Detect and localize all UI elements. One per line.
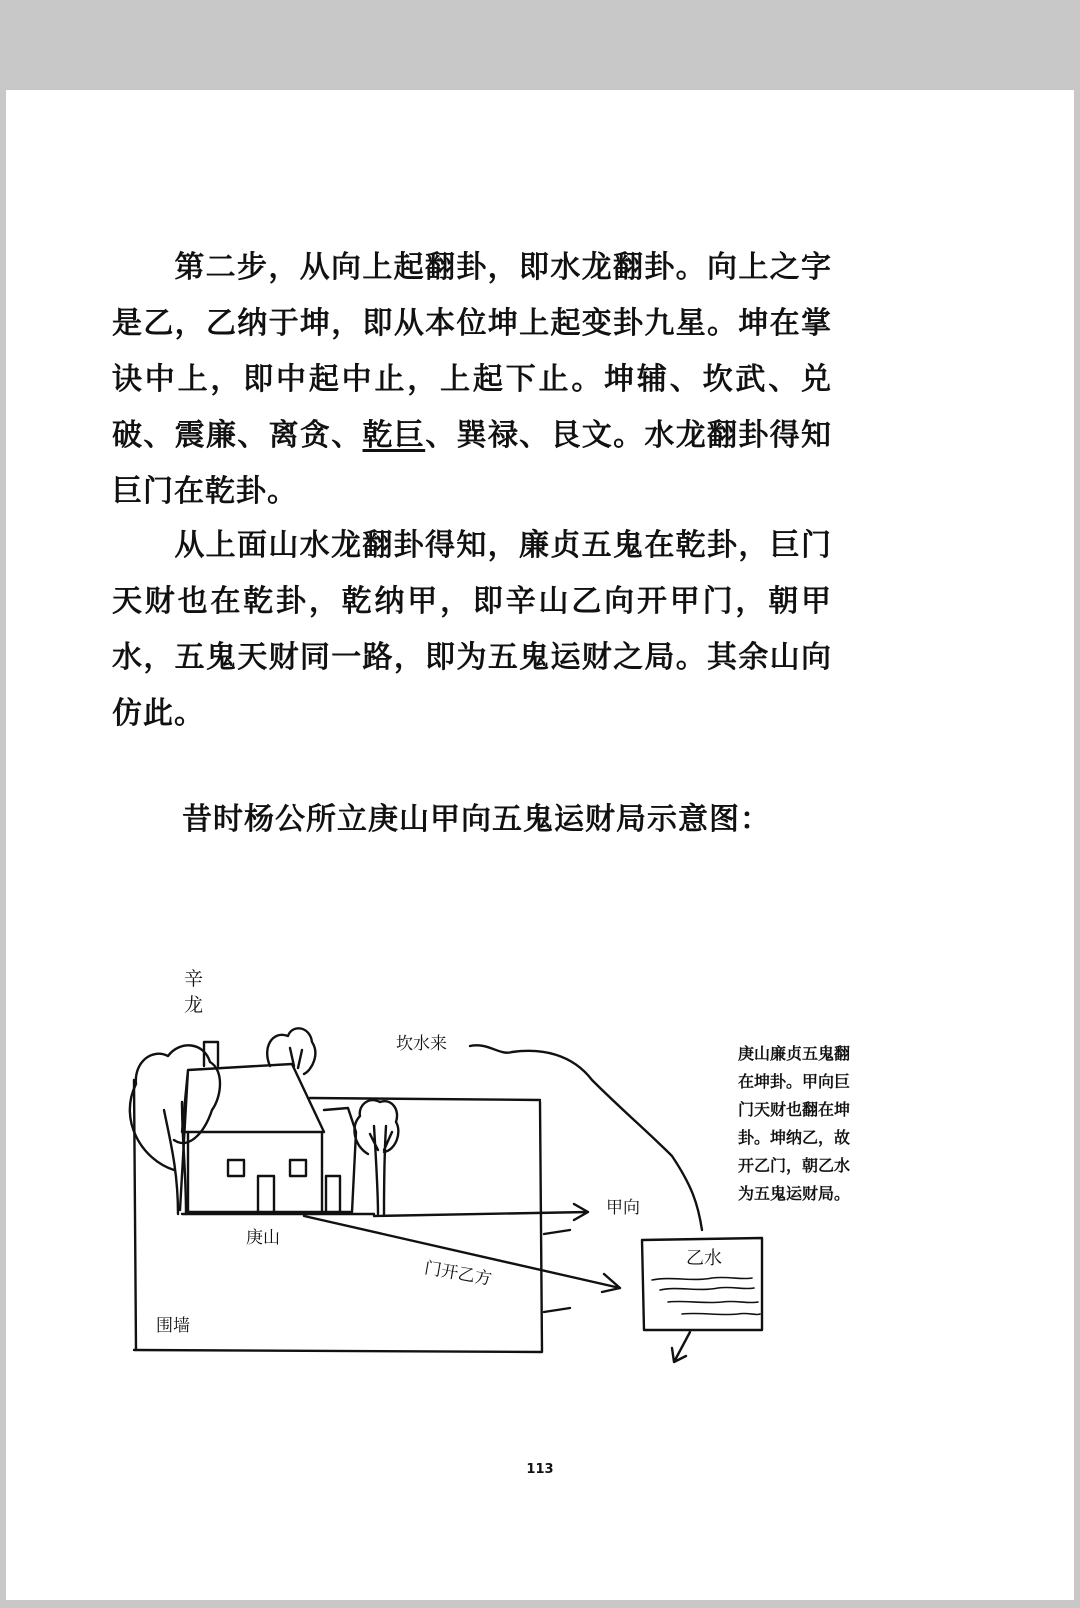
label-xin-long: 辛龙 bbox=[184, 968, 204, 1016]
paragraph-step-two bbox=[112, 240, 832, 520]
arrow-jia-direction bbox=[374, 1204, 588, 1220]
paragraph-conclusion-text: 从上面山水龙翻卦得知，廉贞五鬼在乾卦，巨门天财也在乾卦，乾纳甲，即辛山乙向开甲门，朝甲水，五鬼天财同一路，即为五鬼运财之局。其余山向仿此。 bbox=[112, 528, 832, 731]
figure-title: 昔时杨公所立庚山甲向五鬼运财局示意图： bbox=[182, 802, 771, 837]
house-door bbox=[258, 1176, 274, 1212]
feng-shui-diagram bbox=[112, 870, 872, 1390]
label-yi-water: 乙水 bbox=[686, 1248, 722, 1269]
wall-tick-1 bbox=[544, 1230, 570, 1234]
boundary-wall bbox=[134, 1080, 542, 1352]
paragraph-step-two-text: 第二步，从向上起翻卦，即水龙翻卦。向上之字是乙，乙纳于坤，即从本位坤上起变卦九星。坤在掌诀中上，即中起中止，上起下止。坤辅、坎武、兑破、震廉、离贪、 bbox=[112, 250, 832, 453]
document-page bbox=[6, 90, 1074, 1600]
underlined-phrase: 乾巨 bbox=[362, 418, 426, 453]
label-kan-water-comes: 坎水来 bbox=[396, 1034, 447, 1054]
label-jia-direction: 甲向 bbox=[606, 1198, 640, 1218]
label-door-yi-direction: 门开乙方 bbox=[422, 1258, 494, 1290]
wall-tick-2 bbox=[544, 1308, 570, 1312]
page-number: 113 bbox=[526, 1462, 554, 1477]
label-boundary-wall: 围墙 bbox=[156, 1316, 190, 1336]
house-annex bbox=[322, 1108, 356, 1212]
paragraph-conclusion bbox=[112, 518, 832, 742]
diagram-annotation: 庚山廉贞五鬼翻在坤卦。甲向巨门天财也翻在坤卦。坤纳乙，故开乙门，朝乙水为五鬼运财局。 bbox=[738, 1044, 851, 1203]
paragraph-step-two-end: 、巽禄、艮文。水龙翻卦得知巨门在乾卦。 bbox=[112, 418, 833, 509]
house-body bbox=[188, 1132, 322, 1212]
house-roof bbox=[180, 1064, 324, 1210]
water-ripple-3 bbox=[668, 1301, 758, 1302]
house-window-right bbox=[290, 1160, 306, 1176]
water-ripple-4 bbox=[682, 1313, 760, 1314]
water-ripple-1 bbox=[652, 1277, 752, 1280]
house-window-left bbox=[228, 1160, 244, 1176]
water-ripple-2 bbox=[660, 1287, 754, 1290]
water-outflow-arrow bbox=[672, 1332, 690, 1362]
label-geng-mountain: 庚山 bbox=[246, 1228, 280, 1248]
tree-left bbox=[130, 1045, 220, 1214]
tree-back bbox=[267, 1028, 315, 1074]
water-flow-curve bbox=[470, 1045, 702, 1230]
tree-right bbox=[354, 1100, 398, 1214]
